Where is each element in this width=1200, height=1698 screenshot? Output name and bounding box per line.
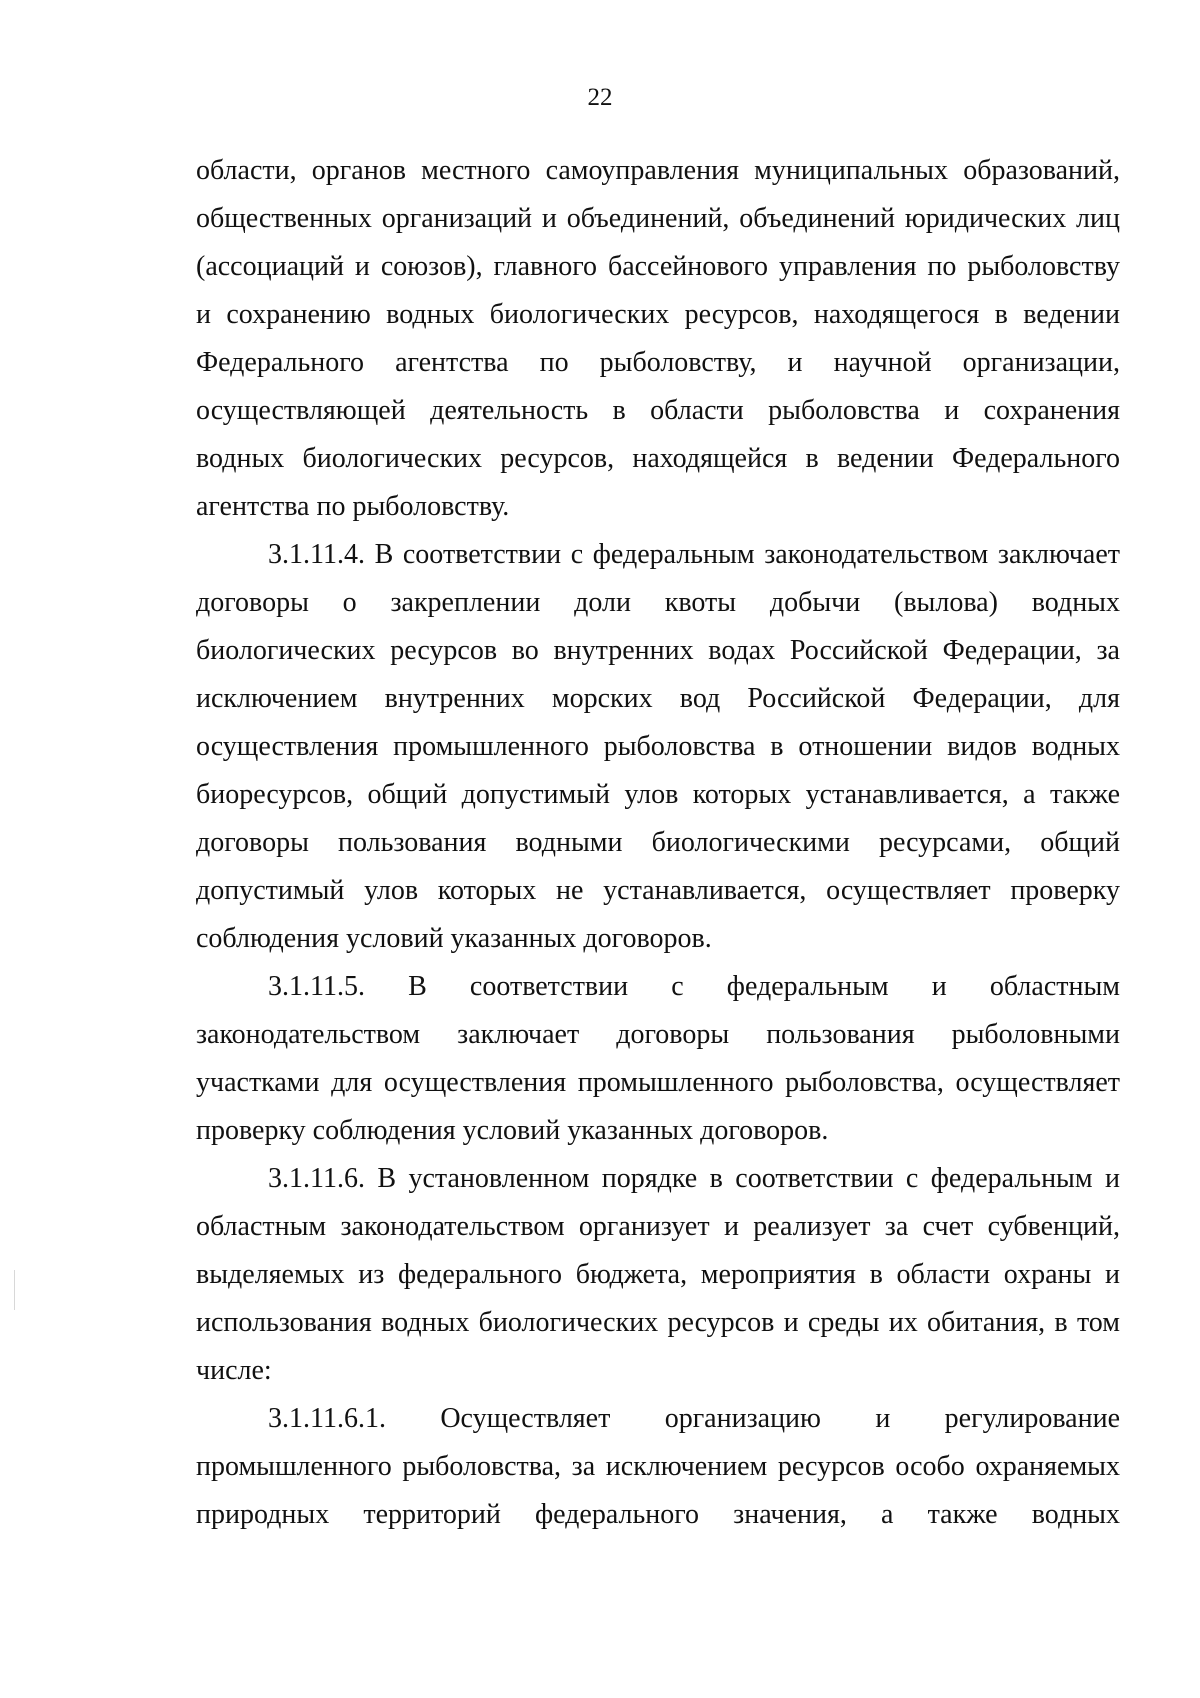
text-line: Федерального агентства по рыболовству, и научной организации, [196,347,1120,378]
text-line: проверку соблюдения условий указанных договоров. [196,1115,829,1146]
text-line: выделяемых из федерального бюджета, мероприятия в области охраны и [196,1259,1120,1290]
text-line: агентства по рыболовству. [196,491,510,522]
text-line: осуществления промышленного рыболовства в отношении видов водных [196,731,1120,762]
text-line: (ассоциаций и союзов), главного бассейнового управления по рыболовству [196,251,1120,282]
text-line: и сохранению водных биологических ресурсов, находящегося в ведении [196,299,1120,330]
text-line: участками для осуществления промышленного рыболовства, осуществляет [196,1067,1120,1098]
text-line: областным законодательством организует и реализует за счет субвенций, [196,1211,1120,1242]
text-line: договоры о закреплении доли квоты добычи (вылова) водных [196,587,1120,618]
margin-mark [14,1270,15,1310]
paragraph-start-3-1-11-4: 3.1.11.4. В соответствии с федеральным законодательством заключает [268,539,1120,570]
text-line: водных биологических ресурсов, находящейся в ведении Федерального [196,443,1120,474]
text-line: числе: [196,1355,272,1386]
text-line: использования водных биологических ресурсов и среды их обитания, в том [196,1307,1120,1338]
paragraph-start-3-1-11-5: 3.1.11.5. В соответствии с федеральным и областным [268,971,1120,1002]
text-line: природных территорий федерального значения, а также водных [196,1499,1120,1530]
text-line: биологических ресурсов во внутренних водах Российской Федерации, за [196,635,1120,666]
text-line: промышленного рыболовства, за исключением ресурсов особо охраняемых [196,1451,1120,1482]
text-line: общественных организаций и объединений, объединений юридических лиц [196,203,1120,234]
document-body [196,147,1120,1539]
page-number: 22 [587,84,613,111]
paragraph-start-3-1-11-6-1: 3.1.11.6.1. Осуществляет организацию и регулирование [268,1403,1120,1434]
text-line: соблюдения условий указанных договоров. [196,923,712,954]
text-line: области, органов местного самоуправления муниципальных образований, [196,155,1120,186]
text-line: осуществляющей деятельность в области рыболовства и сохранения [196,395,1120,426]
text-line: биоресурсов, общий допустимый улов которых устанавливается, а также [196,779,1120,810]
text-line: исключением внутренних морских вод Российской Федерации, для [196,683,1120,714]
text-line: допустимый улов которых не устанавливается, осуществляет проверку [196,875,1120,906]
text-line: законодательством заключает договоры пользования рыболовными [196,1019,1120,1050]
text-line: договоры пользования водными биологическими ресурсами, общий [196,827,1120,858]
paragraph-start-3-1-11-6: 3.1.11.6. В установленном порядке в соответствии с федеральным и [268,1163,1120,1194]
